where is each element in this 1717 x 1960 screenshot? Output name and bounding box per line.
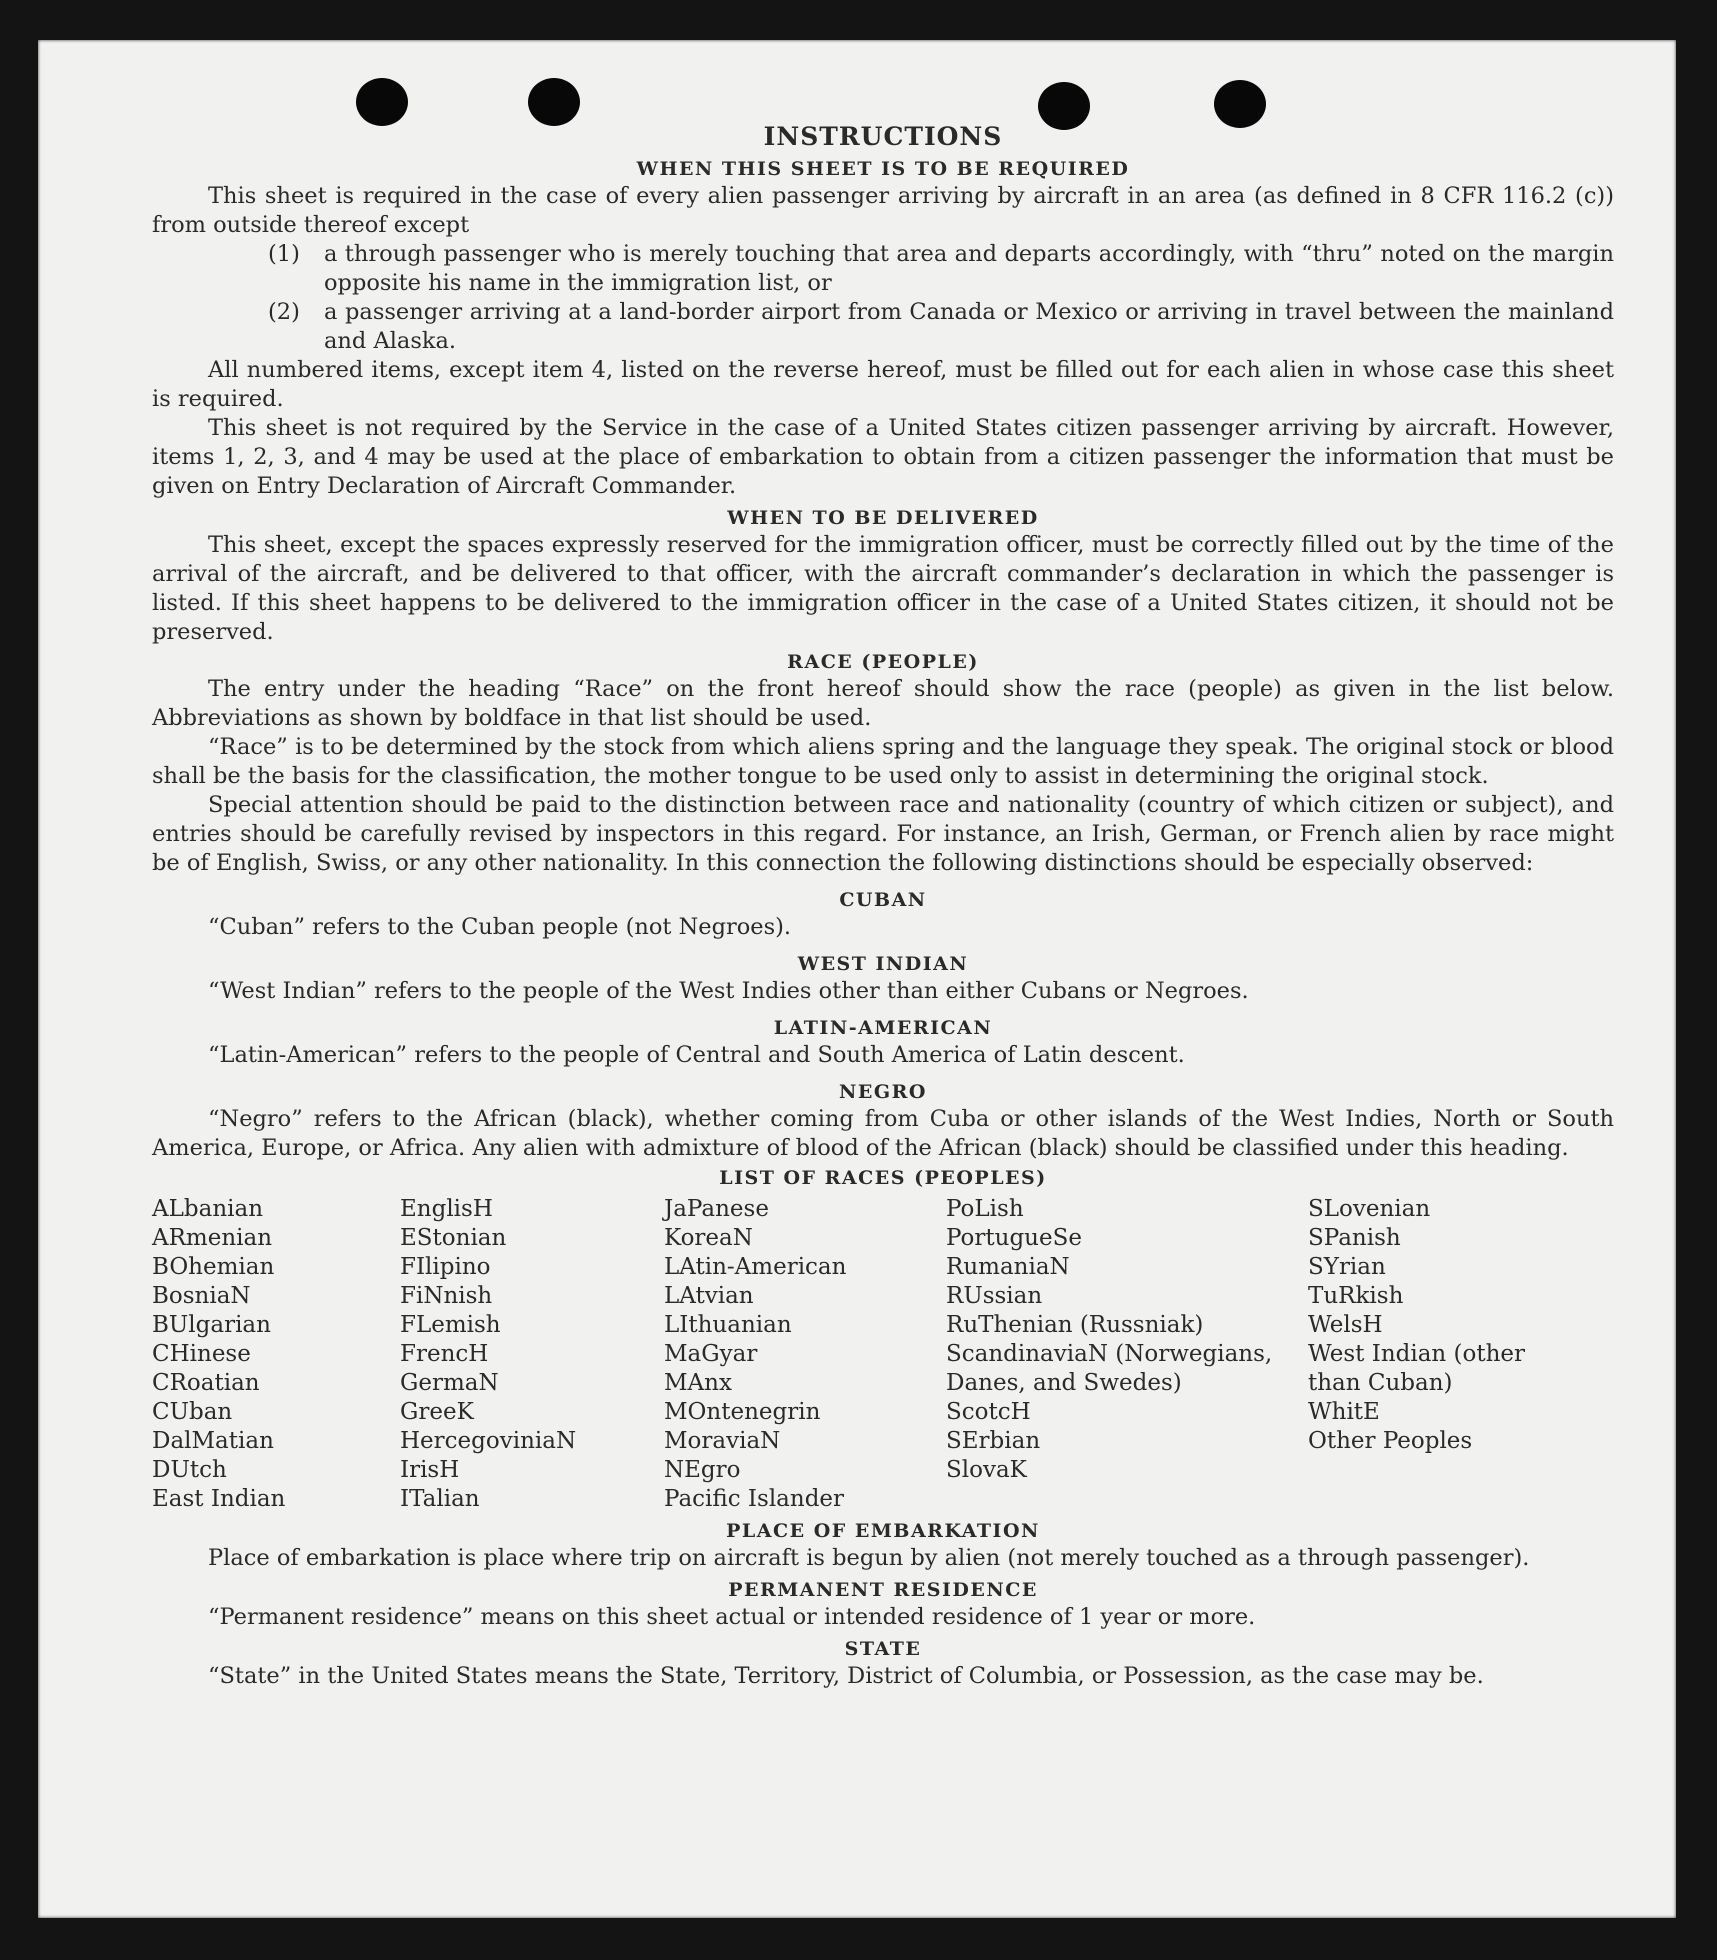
paragraph: The entry under the heading “Race” on the front hereof should show the race (people) as given in the list below. Abbreviations as shown by boldface in that list should be used. — [152, 676, 1614, 731]
page-title: INSTRUCTIONS — [763, 122, 1003, 151]
race-entry: ARmenian — [152, 1225, 273, 1251]
race-entry: LIthuanian — [664, 1312, 792, 1338]
race-entry: FIlipino — [400, 1254, 491, 1280]
punch-hole — [528, 78, 580, 126]
race-entry: RuThenian (Russniak) — [946, 1312, 1204, 1338]
paragraph: “Permanent residence” means on this sheet actual or intended residence of 1 year or more. — [208, 1604, 1256, 1630]
race-entry: HercegoviniaN — [400, 1428, 577, 1454]
list-item — [152, 298, 1614, 356]
paragraph: “West Indian” refers to the people of the West Indies other than either Cubans or Negroes. — [208, 978, 1249, 1004]
races-column — [400, 1195, 664, 1514]
race-entry: West Indian (other than Cuban) — [1308, 1341, 1526, 1396]
race-entry: SYrian — [1308, 1254, 1386, 1280]
paragraph: This sheet is required in the case of every alien passenger arriving by aircraft in an area (as defined in 8 CFR 116.2 (c)) from outside thereof except — [152, 183, 1614, 238]
section-heading-residence: PERMANENT RESIDENCE — [728, 1579, 1038, 1601]
race-entry: FLemish — [400, 1312, 501, 1338]
race-entry: MoraviaN — [664, 1428, 781, 1454]
race-entry: CUban — [152, 1399, 233, 1425]
race-entry: FiNnish — [400, 1283, 493, 1309]
item-text: a through passenger who is merely touching that area and departs accordingly, with “thru” noted on the margin opposite his name in the immigration list, or — [324, 241, 1614, 296]
races-column — [152, 1195, 400, 1514]
race-entry: SPanish — [1308, 1225, 1401, 1251]
race-entry: EnglisH — [400, 1196, 493, 1222]
section-heading-races-list: LIST OF RACES (PEOPLES) — [719, 1167, 1047, 1189]
race-entry: WhitE — [1308, 1399, 1380, 1425]
race-entry: SlovaK — [946, 1457, 1027, 1483]
list-item — [152, 240, 1614, 298]
race-entry: ITalian — [400, 1486, 480, 1512]
race-entry: GreeK — [400, 1399, 474, 1425]
section-heading-cuban: CUBAN — [839, 889, 927, 911]
section-heading-west-indian: WEST INDIAN — [797, 953, 969, 975]
item-number: (2) — [268, 299, 300, 325]
race-entry: Other Peoples — [1308, 1428, 1473, 1454]
punch-hole — [356, 78, 408, 126]
item-number: (1) — [268, 241, 300, 267]
race-entry: KoreaN — [664, 1225, 753, 1251]
race-entry: ScandinaviaN (Norwegians, Danes, and Swedes) — [946, 1341, 1273, 1396]
race-entry: RumaniaN — [946, 1254, 1070, 1280]
race-entry: SErbian — [946, 1428, 1041, 1454]
race-entry: JaPanese — [664, 1196, 769, 1222]
race-entry: NEgro — [664, 1457, 741, 1483]
document-sheet — [38, 40, 1676, 1918]
races-column — [1308, 1195, 1578, 1514]
races-list — [152, 1195, 1614, 1514]
paragraph: All numbered items, except item 4, listed on the reverse hereof, must be filled out for each alien in whose case this sheet is required. — [152, 357, 1614, 412]
paragraph: “Negro” refers to the African (black), whether coming from Cuba or other islands of the West Indies, North or South America, Europe, or Africa. Any alien with admixture of blood of the African (black) should be classified under this heading. — [152, 1106, 1614, 1161]
race-entry: BUlgarian — [152, 1312, 271, 1338]
section-heading-embarkation: PLACE OF EMBARKATION — [726, 1520, 1040, 1542]
paragraph: This sheet is not required by the Service in the case of a United States citizen passenger arriving by aircraft. However, items 1, 2, 3, and 4 may be used at the place of embarkation to obtain from a citizen passenger the information that must be given on Entry Declaration of Aircraft Commander. — [152, 415, 1614, 499]
race-entry: FrencH — [400, 1341, 489, 1367]
races-column — [664, 1195, 946, 1514]
race-entry: PortugueSe — [946, 1225, 1082, 1251]
race-entry: MOntenegrin — [664, 1399, 821, 1425]
race-entry: SLovenian — [1308, 1196, 1431, 1222]
race-entry: IrisH — [400, 1457, 460, 1483]
paragraph: “Race” is to be determined by the stock from which aliens spring and the language they speak. The original stock or blood shall be the basis for the classification, the mother tongue to be used only to assist in determining the original stock. — [152, 734, 1614, 789]
paragraph: This sheet, except the spaces expressly reserved for the immigration officer, must be correctly filled out by the time of the arrival of the aircraft, and be delivered to that officer, with the aircraft commander’s declaration in which the passenger is listed. If this sheet happens to be delivered to the immigration officer in the case of a United States citizen, it should not be preserved. — [152, 532, 1614, 645]
paragraph: “Latin-American” refers to the people of Central and South America of Latin descent. — [208, 1042, 1185, 1068]
race-entry: ALbanian — [152, 1196, 264, 1222]
race-entry: DalMatian — [152, 1428, 274, 1454]
race-entry: DUtch — [152, 1457, 227, 1483]
section-heading-required: WHEN THIS SHEET IS TO BE REQUIRED — [636, 158, 1130, 180]
race-entry: EStonian — [400, 1225, 507, 1251]
race-entry: TuRkish — [1308, 1283, 1404, 1309]
instructions-content — [152, 122, 1614, 1691]
section-heading-race: RACE (PEOPLE) — [787, 651, 979, 673]
race-entry: MAnx — [664, 1370, 732, 1396]
race-entry: ScotcH — [946, 1399, 1031, 1425]
item-text: a passenger arriving at a land-border airport from Canada or Mexico or arriving in travel between the mainland and Alaska. — [324, 299, 1614, 354]
race-entry: LAtvian — [664, 1283, 754, 1309]
race-entry: CHinese — [152, 1341, 251, 1367]
race-entry: GermaN — [400, 1370, 499, 1396]
race-entry: BOhemian — [152, 1254, 275, 1280]
section-heading-latin-american: LATIN-AMERICAN — [773, 1017, 993, 1039]
race-entry: WelsH — [1308, 1312, 1383, 1338]
races-column — [946, 1195, 1308, 1514]
paragraph: “State” in the United States means the State, Territory, District of Columbia, or Possession, as the case may be. — [208, 1663, 1484, 1689]
punch-hole — [1214, 80, 1266, 128]
race-entry: CRoatian — [152, 1370, 260, 1396]
race-entry: BosniaN — [152, 1283, 251, 1309]
race-entry: LAtin-American — [664, 1254, 847, 1280]
race-entry: Pacific Islander — [664, 1486, 845, 1512]
paragraph: Place of embarkation is place where trip on aircraft is begun by alien (not merely touched as a through passenger). — [208, 1545, 1530, 1571]
race-entry: East Indian — [152, 1486, 286, 1512]
paragraph: Special attention should be paid to the distinction between race and nationality (country of which citizen or subject), and entries should be carefully revised by inspectors in this regard. For instance, an Irish, German, or French alien by race might be of English, Swiss, or any other nationality. In this connection the following distinctions should be especially observed: — [152, 792, 1614, 876]
section-heading-negro: NEGRO — [839, 1081, 927, 1103]
race-entry: MaGyar — [664, 1341, 758, 1367]
paragraph: “Cuban” refers to the Cuban people (not Negroes). — [208, 914, 792, 940]
race-entry: PoLish — [946, 1196, 1024, 1222]
section-heading-state: STATE — [844, 1638, 922, 1660]
section-heading-delivered: WHEN TO BE DELIVERED — [727, 507, 1039, 529]
race-entry: RUssian — [946, 1283, 1043, 1309]
